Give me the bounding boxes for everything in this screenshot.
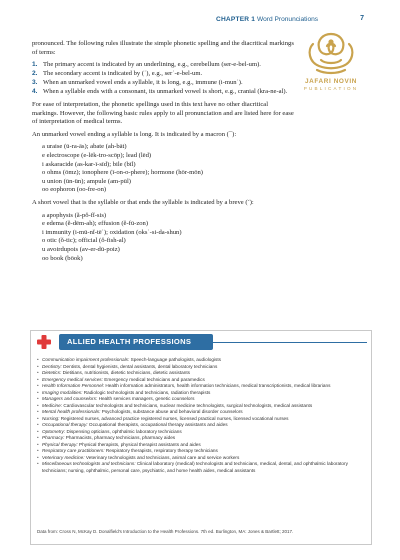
item-term: Pharmacy: (42, 435, 65, 440)
list-item: • Mental health professionals: Psychologists, substance abuse and behavioral disorder counselors (37, 409, 243, 414)
item-text: Emergency medical technicians and paramedics (104, 376, 205, 382)
rule-number: 4. (32, 88, 38, 96)
item-term: Dentistry: (42, 363, 62, 369)
logo-subtitle: PUBLICATION (303, 86, 359, 91)
item-term: Miscellaneous technologists and technicians: (42, 461, 136, 466)
rule-item (32, 79, 294, 88)
example-line: oo eophoron (oo-fre-on) (42, 186, 107, 194)
list-item: • Miscellaneous technologists and technicians: Clinical laboratory (medical) technologists and technicians, medical, dental, and ophthalmic laboratory technicians; nursing, ophthalmic, personal care, psychiatric, and home health aides, medical assistants (37, 461, 348, 473)
allied-health-box (30, 330, 372, 545)
title-rule (205, 342, 367, 343)
item-term: Dietetics: (42, 370, 62, 375)
rule-number: 3. (32, 79, 38, 87)
item-text: Dispensing opticians, ophthalmic laboratory technicians (66, 428, 182, 434)
item-text: Dentists, dental hygienists, dental assistants, dental laboratory technicians (63, 363, 218, 369)
list-item: • Dentistry: Dentists, dental hygienists, dental assistants, dental laboratory technicians (37, 363, 218, 369)
rule-text: When an unmarked vowel ends a syllable, it is long, e.g., immune (i-munˈ). (43, 79, 243, 87)
item-text: Cardiovascular technologists and technicians, nuclear medicine technologists, surgical technologists, medical assistants (63, 402, 313, 408)
rule-text: The primary accent is indicated by an underlining, e.g., cerebellum (ser-e-bel-um). (43, 61, 261, 69)
list-item: • Veterinary medicine: Veterinary technologists and technicians, animal care and service workers (37, 454, 240, 460)
item-term: Communication impairment professionals: (42, 357, 130, 362)
item-text: Dietitians, nutritionists, dietetic technicians, dietetic assistants (62, 370, 190, 375)
list-item: • Dietetics: Dietitians, nutritionists, dietetic technicians, dietetic assistants (37, 370, 190, 375)
item-term: Nursing: (42, 415, 60, 421)
rule-item (32, 70, 294, 79)
list-item: • Respiratory care practitioners: Respiratory therapists, respiratory therapy technicians (37, 448, 218, 453)
logo-title: JAFARI NOVIN (305, 78, 357, 85)
box-title: ALLIED HEALTH PROFESSIONS (59, 334, 213, 350)
item-term: Occupational therapy: (42, 422, 88, 427)
list-item: • Pharmacy: Pharmacists, pharmacy technicians, pharmacy aides (37, 435, 176, 440)
item-term: Managers and counselors: (42, 396, 98, 401)
rule-text: The secondary accent is indicated by (ˈ), e.g., serˈ-e-bel-um. (43, 70, 203, 78)
short-vowel-examples (42, 212, 294, 264)
item-term: Respiratory care practitioners: (42, 448, 105, 453)
example-line: oo book (bōok) (42, 254, 83, 262)
item-text: Psychologists, substance abuse and behavioral disorder counselors (101, 409, 243, 414)
item-text: Veterinary technologists and technicians, animal care and service workers (85, 454, 240, 460)
long-vowel-intro: An unmarked vowel ending a syllable is long. It is indicated by a macron (¯): (32, 130, 237, 138)
item-text: Physical therapists, physical therapist assistants and aides (79, 441, 201, 447)
example-line: u avoirdupois (av-er-dū-poiz) (42, 245, 120, 253)
example-line: i askaracide (as-kar-ī-sīd); bile (bīl) (42, 160, 136, 168)
example-line: o ohms (ōmz); ionophere (ī-on-o-phere); hormone (hōr-mōn) (42, 169, 203, 177)
list-item: • Emergency medical services: Emergency medical technicians and paramedics (37, 376, 205, 382)
item-term: Optometry: (42, 428, 66, 434)
item-term: Medicine: (42, 402, 63, 408)
example-line: o otic (ŏ-tic); official (ŏ-fish-al) (42, 237, 126, 245)
pronunciation-rules (32, 61, 294, 97)
rule-number: 1. (32, 61, 38, 69)
publisher-logo (293, 30, 369, 92)
item-term: Veterinary medicine: (42, 454, 85, 460)
example-line: a apophysis (ă-pŏ-fĭ-sis) (42, 211, 107, 219)
rule-number: 2. (32, 70, 38, 78)
medical-cross-icon (36, 334, 52, 350)
item-term: Emergency medical services: (42, 376, 103, 382)
rule-item (32, 88, 294, 97)
item-term: Imaging modalities: (42, 389, 83, 395)
item-text: Registered nurses, advanced practice registered nurses, licensed practical nurses, licensed vocational nurses (60, 415, 289, 421)
item-text: Health information administrators, health information technicians, medical transcriptionists, medical librarians (105, 383, 331, 388)
item-term: Mental health professionals: (42, 409, 101, 414)
intro-paragraph: pronounced. The following rules illustrate the simple phonetic spelling and the diacritical markings of terms: (32, 40, 294, 56)
list-item: • Optometry: Dispensing opticians, ophthalmic laboratory technicians (37, 428, 182, 434)
example-line: u union (ūn-ün); ampule (am-pūl) (42, 177, 131, 185)
example-line: e electroscope (e-lēk-tro-scōp); lead (lēd) (42, 152, 152, 160)
list-item: • Medicine: Cardiovascular technologists and technicians, nuclear medicine technologists, surgical technologists, medical assistants (37, 402, 313, 408)
list-item: • Occupational therapy: Occupational therapists, occupational therapy assistants and aides (37, 422, 228, 427)
source-note: Data from: Cross N, McKay D. Donalfield's Introduction to the Health Professions. 7th ed. Burlington, MA: Jones & Bartlett; 2017. (37, 529, 294, 534)
profession-list (37, 357, 365, 474)
item-text: Radiologic technologists and technicians, radiation therapists (83, 389, 211, 395)
page-header (0, 14, 400, 28)
page-number: 7 (360, 15, 364, 22)
list-item: • Managers and counselors: Health services managers, genetic counselors (37, 396, 195, 401)
chapter-label: CHAPTER 1 (216, 16, 256, 23)
item-text: Pharmacists, pharmacy technicians, pharmacy aides (65, 435, 176, 440)
item-text: Respiratory therapists, respiratory therapy technicians (105, 448, 218, 453)
body-text (32, 40, 294, 267)
ornament-icon (303, 30, 359, 76)
item-term: Physical therapy: (42, 441, 78, 447)
example-line: i immunity (i-mū-nĭ-tēˈ); oxidation (oksˈ-si-da-shun) (42, 228, 182, 236)
item-text: Health services managers, genetic counselors (98, 396, 195, 401)
example-line: e edema (ĕ-dēm-ah); effusion (ĕ-fū-zon) (42, 220, 149, 228)
item-term: Health Information Personnel: (42, 383, 105, 388)
long-vowel-examples (42, 143, 294, 195)
list-item: • Health Information Personnel: Health information administrators, health information technicians, medical transcriptionists, medical librarians (37, 383, 331, 388)
item-text: Clinical laboratory (medical) technologists and technicians, medical, dental, and ophthalmic laboratory technicians; nursing, ophthalmic, personal care, psychiatric, and home health aides, medical assistants (42, 461, 348, 473)
box-header (31, 331, 371, 353)
item-text: Occupational therapists, occupational therapy assistants and aides (88, 422, 228, 427)
rule-text: When a syllable ends with a consonant, its unmarked vowel is short, e.g., cranial (kra-ne-al). (43, 88, 288, 96)
list-item: • Physical therapy: Physical therapists, physical therapist assistants and aides (37, 441, 201, 447)
interpretation-paragraph: For ease of interpretation, the phonetic spellings used in this text have no other diacritical markings. However, the following basic rules apply to all pronunciation and are listed here for ease of interpretation of medical terms. (32, 101, 294, 126)
example-line: a uraise (ū-ra-ās); abate (ah-bāt) (42, 143, 127, 151)
list-item: • Nursing: Registered nurses, advanced practice registered nurses, licensed practical nurses, licensed vocational nurses (37, 415, 289, 421)
item-text: Speech-language pathologists, audiologists (130, 357, 222, 362)
chapter-title: Word Pronunciations (257, 16, 319, 23)
running-head (216, 16, 318, 23)
list-item: • Imaging modalities: Radiologic technologists and technicians, radiation therapists (37, 389, 211, 395)
rule-item (32, 61, 294, 70)
short-vowel-intro: A short vowel that is the syllable or that ends the syllable is indicated by a breve (˘): (32, 199, 254, 206)
list-item: • Communication impairment professionals: Speech-language pathologists, audiologists (37, 357, 222, 362)
